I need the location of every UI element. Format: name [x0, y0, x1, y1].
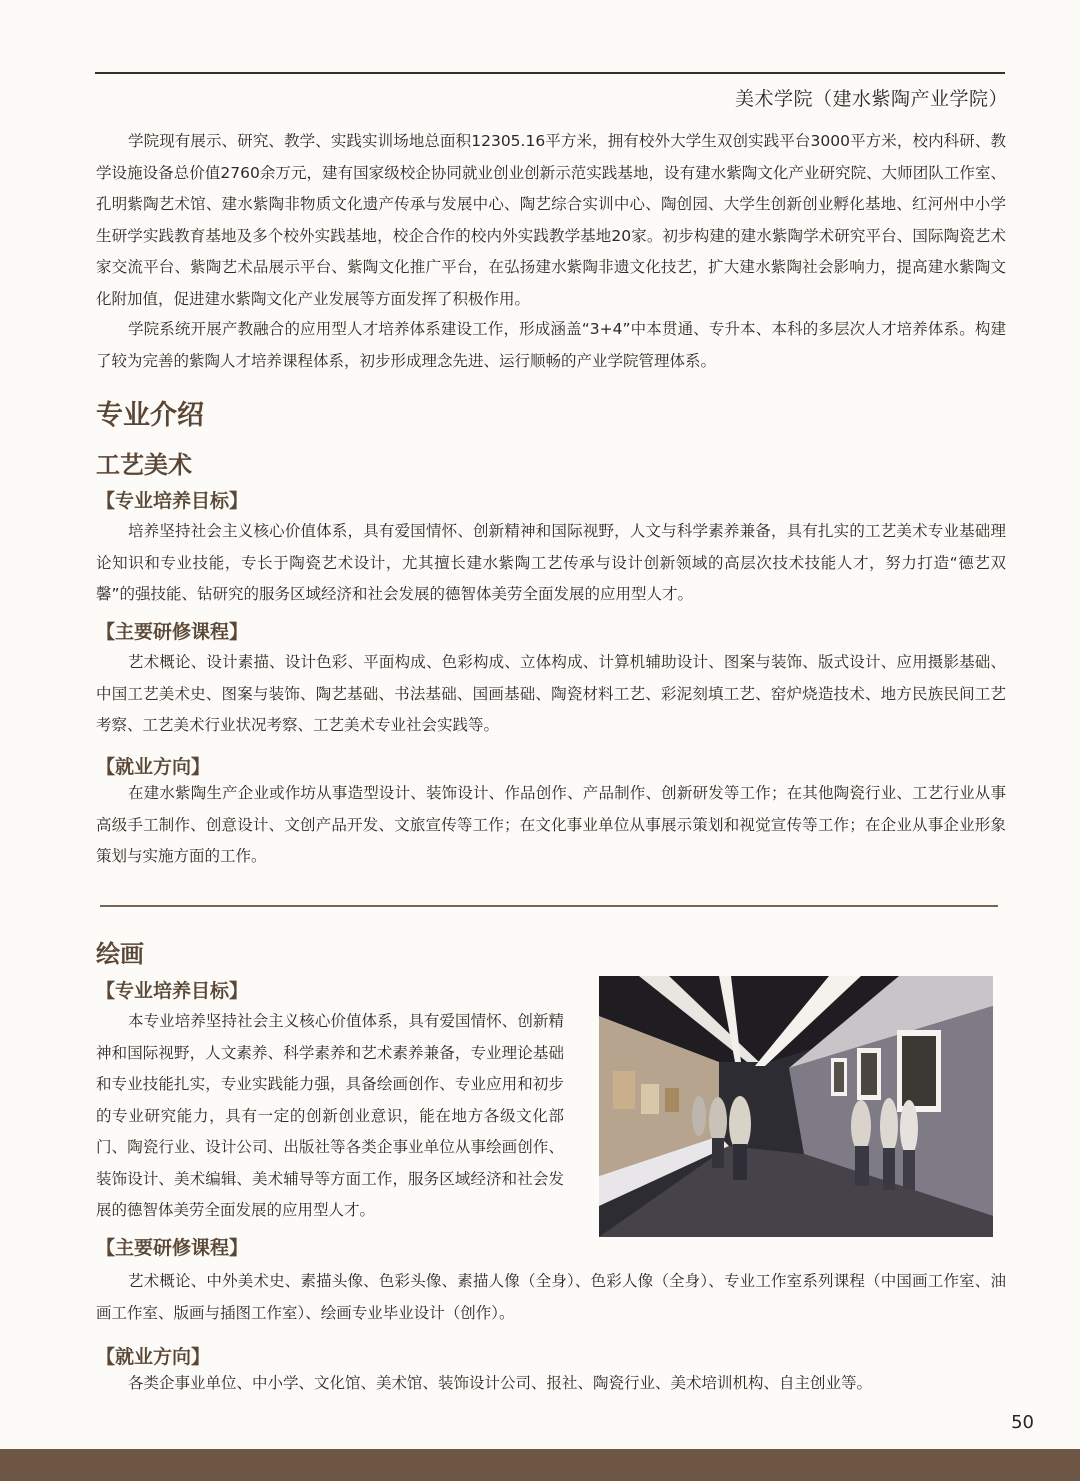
- major-title-crafts: 工艺美术: [96, 451, 192, 479]
- crafts-goal-heading: 【专业培养目标】: [96, 490, 249, 512]
- section-title: 专业介绍: [96, 400, 204, 431]
- painting-courses-text: 艺术概论、中外美术史、素描头像、色彩头像、素描人像（全身）、色彩人像（全身）、专业工作室系列课程（中国画工作室、油画工作室、版画与插图工作室）、绘画专业毕业设计（创作）。: [96, 1272, 1006, 1322]
- intro-paragraph-1: 学院现有展示、研究、教学、实践实训场地总面积12305.16平方米，拥有校外大学生双创实践平台3000平方米，校内科研、教学设施设备总价值2760余万元，建有国家级校企协同就业创业创新示范实践基地，设有建水紫陶文化产业研究院、大师团队工作室、孔明紫陶艺术馆、建水紫陶非物质文化遗产传承与发展中心、陶艺综合实训中心、陶创园、大学生创新创业孵化基地、红河州中小学生研学实践教育基地及多个校外实践基地，校企合作的校内外实践教学基地20家。初步构建的建水紫陶学术研究平台、国际陶瓷艺术家交流平台、紫陶艺术品展示平台、紫陶文化推广平台，在弘扬建水紫陶非遗文化技艺，扩大建水紫陶社会影响力，提高建水紫陶文化附加值，促进建水紫陶文化产业发展等方面发挥了积极作用。: [96, 132, 1006, 308]
- crafts-courses-heading: 【主要研修课程】: [96, 621, 249, 643]
- crafts-career-heading: 【就业方向】: [96, 756, 211, 778]
- major-title-painting: 绘画: [96, 940, 144, 968]
- crafts-courses-text: 艺术概论、设计素描、设计色彩、平面构成、色彩构成、立体构成、计算机辅助设计、图案与装饰、版式设计、应用摄影基础、中国工艺美术史、图案与装饰、陶艺基础、书法基础、国画基础、陶瓷材料工艺、彩泥刻填工艺、窑炉烧造技术、地方民族民间工艺考察、工艺美术行业状况考察、工艺美术专业社会实践等。: [96, 653, 1006, 734]
- header-rule: [95, 72, 1005, 74]
- crafts-career-text: 在建水紫陶生产企业或作坊从事造型设计、装饰设计、作品创作、产品制作、创新研发等工作；在其他陶瓷行业、工艺行业从事高级手工制作、创意设计、文创产品开发、文旅宣传等工作；在文化事业单位从事展示策划和视觉宣传等工作；在企业从事企业形象策划与实施方面的工作。: [96, 784, 1006, 865]
- gallery-exhibition-photo: [599, 976, 993, 1237]
- painting-goal-text: 本专业培养坚持社会主义核心价值体系，具有爱国情怀、创新精神和国际视野，人文素养、科学素养和艺术素养兼备，专业理论基础和专业技能扎实，专业实践能力强，具备绘画创作、专业应用和初步的专业研究能力，具有一定的创新创业意识，能在地方各级文化部门、陶瓷行业、设计公司、出版社等各类企事业单位从事绘画创作、装饰设计、美术编辑、美术辅导等方面工作，服务区域经济和社会发展的德智体美劳全面发展的应用型人才。: [96, 1012, 564, 1219]
- section-divider: [100, 905, 998, 907]
- painting-career-heading: 【就业方向】: [96, 1346, 211, 1368]
- intro-paragraph-2: 学院系统开展产教融合的应用型人才培养体系建设工作，形成涵盖“3+4”中本贯通、专升本、本科的多层次人才培养体系。构建了较为完善的紫陶人才培养课程体系，初步形成理念先进、运行顺畅的产业学院管理体系。: [96, 320, 1006, 370]
- painting-courses-heading: 【主要研修课程】: [96, 1237, 249, 1259]
- footer-band: [0, 1449, 1080, 1481]
- painting-goal-heading: 【专业培养目标】: [96, 980, 249, 1002]
- running-header-title: 美术学院（建水紫陶产业学院）: [734, 88, 1008, 110]
- painting-career-text: 各类企事业单位、中小学、文化馆、美术馆、装饰设计公司、报社、陶瓷行业、美术培训机构、自主创业等。: [128, 1374, 873, 1392]
- crafts-goal-text: 培养坚持社会主义核心价值体系，具有爱国情怀、创新精神和国际视野，人文与科学素养兼备，具有扎实的工艺美术专业基础理论知识和专业技能，专长于陶瓷艺术设计，尤其擅长建水紫陶工艺传承与设计创新领域的高层次技术技能人才，努力打造“德艺双馨”的强技能、钻研究的服务区域经济和社会发展的德智体美劳全面发展的应用型人才。: [96, 522, 1006, 603]
- page-number: 50: [1011, 1412, 1034, 1433]
